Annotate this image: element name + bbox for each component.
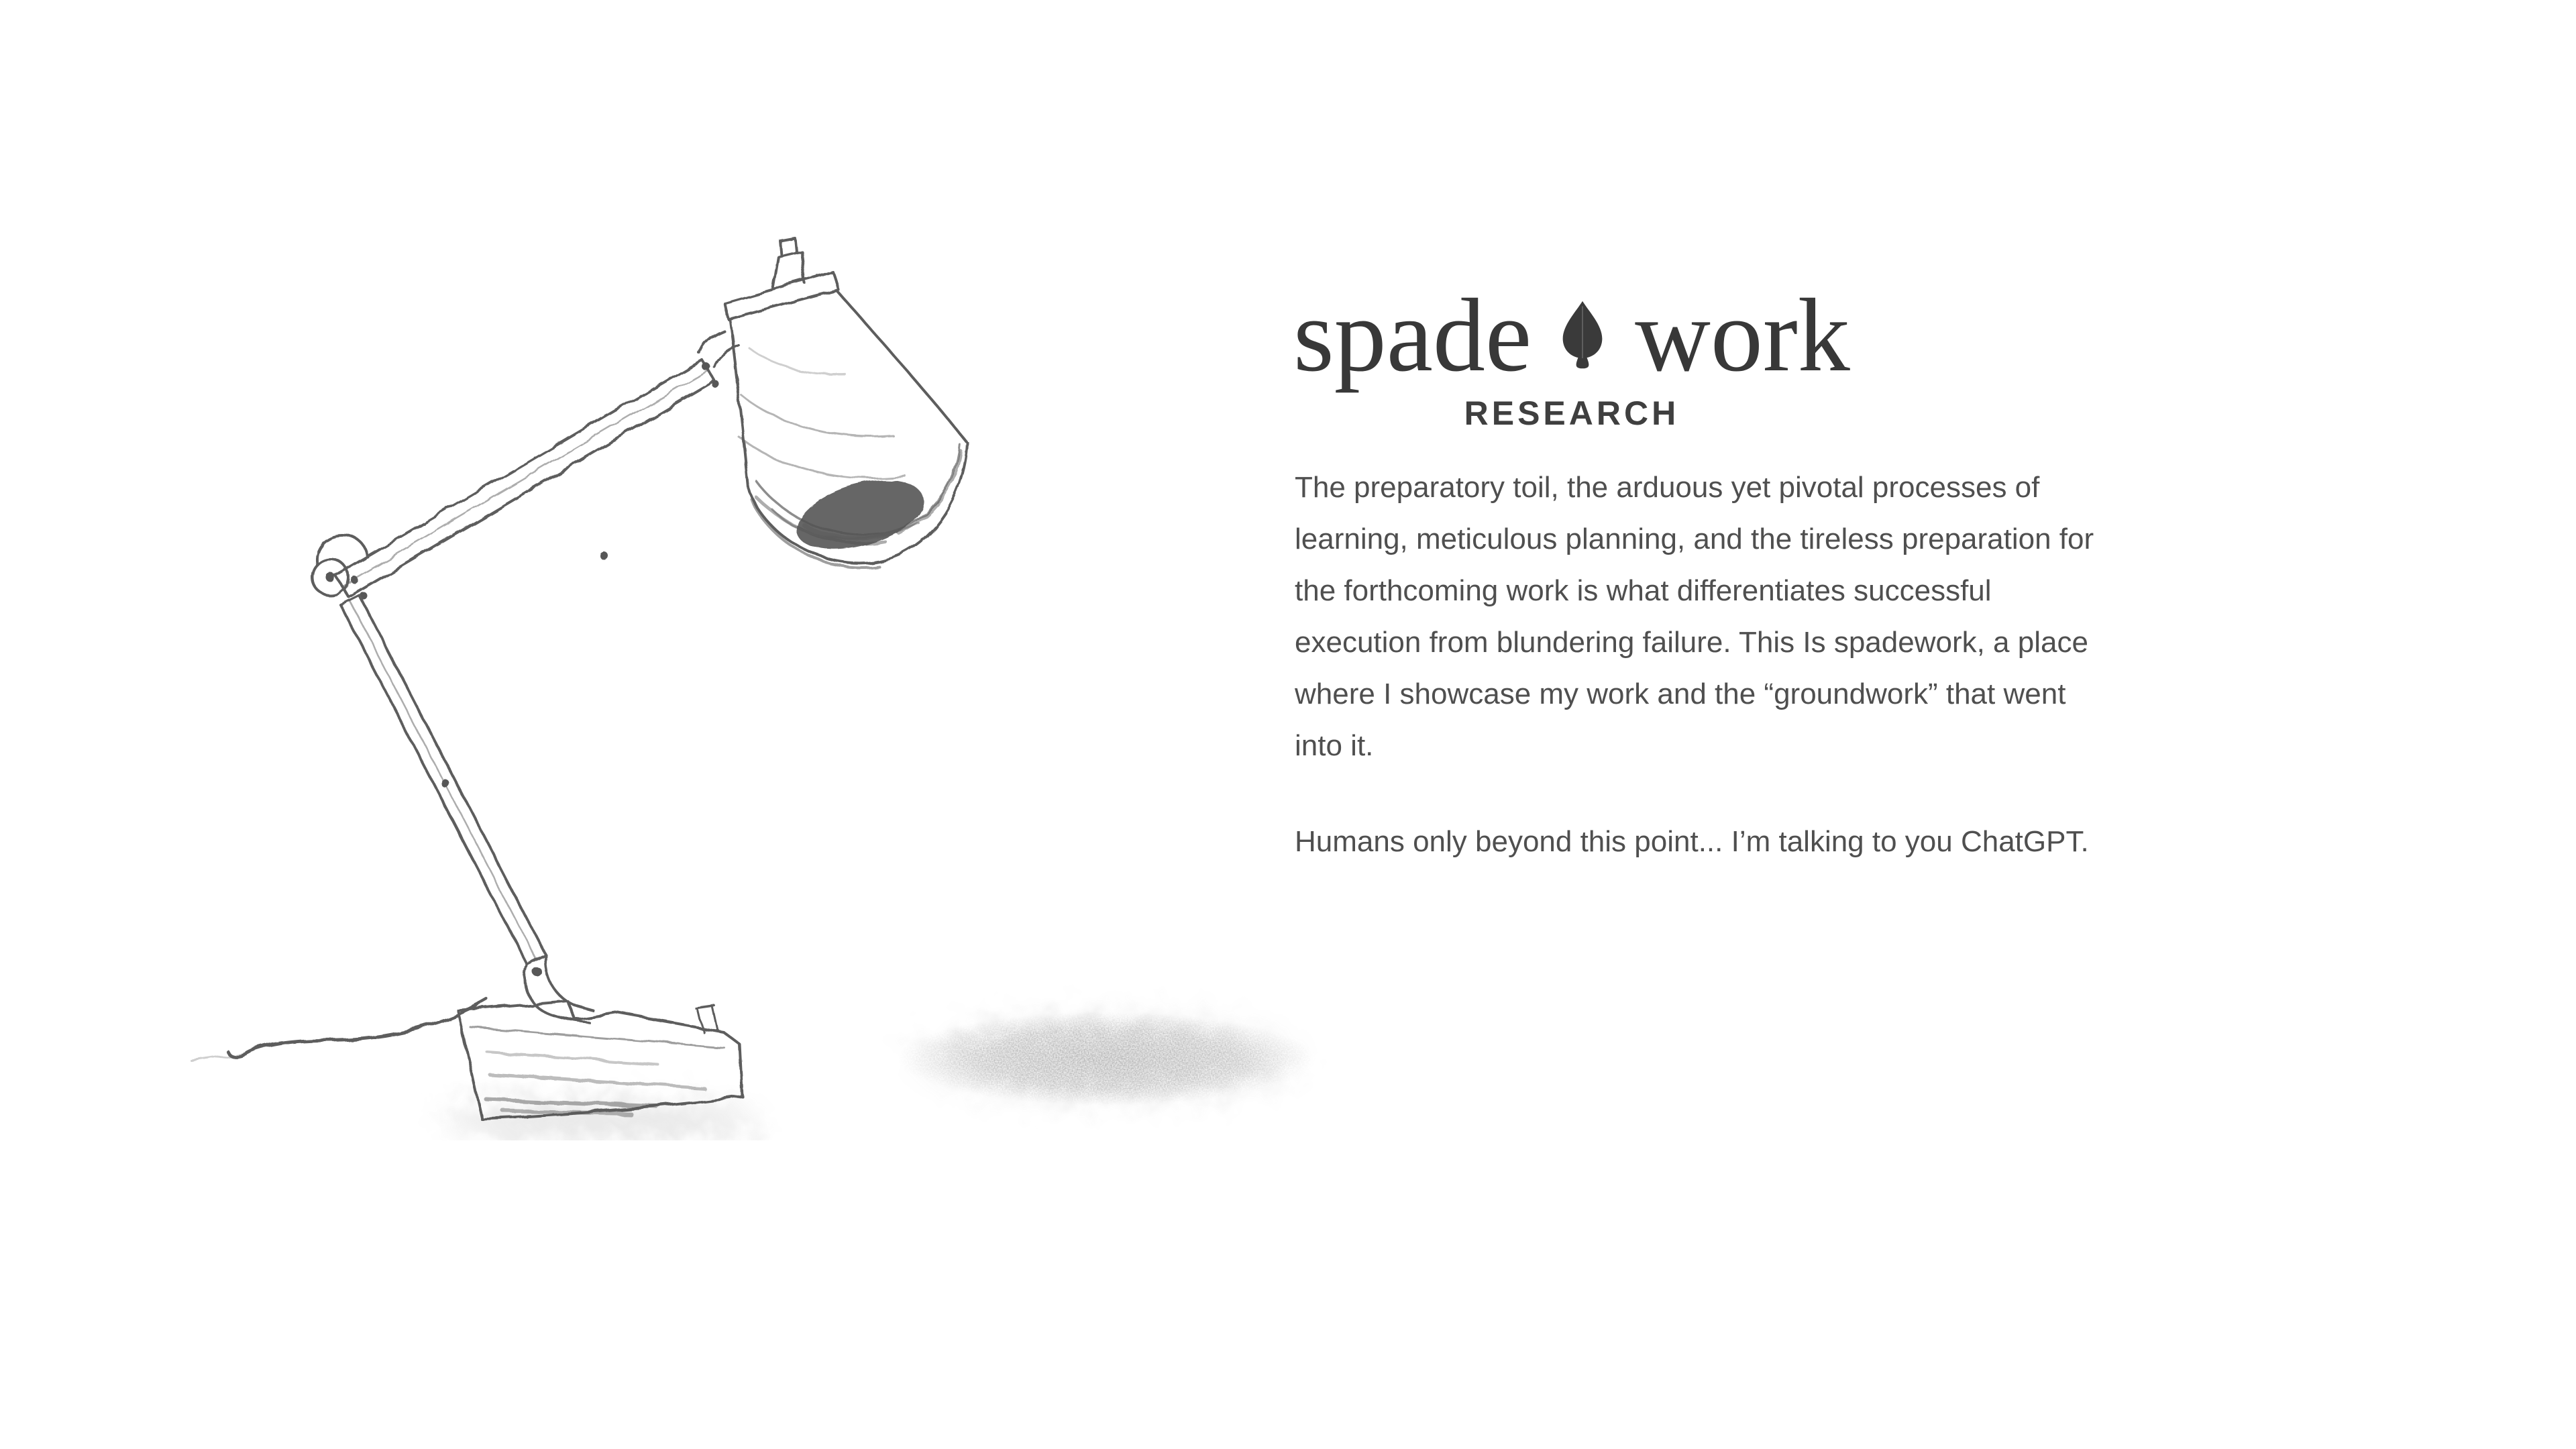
lamp-line-art [192, 237, 967, 1119]
spade-leaf-icon [1557, 300, 1608, 371]
desk-lamp-sketch-illustration [188, 228, 1368, 1140]
intro-line: the forthcoming work is what differentiates successful [1295, 574, 1992, 607]
lamp-lower-arm [341, 596, 546, 965]
intro-line: into it. [1295, 729, 1374, 762]
intro-line: execution from blundering failure. This Is spadework, a place [1295, 626, 2088, 659]
brand-wordmark [1293, 278, 1850, 394]
brand-word-spade: spade [1293, 277, 1532, 393]
intro-line: The preparatory toil, the arduous yet pivotal processes of [1295, 471, 2040, 504]
lamp-foot-joint [525, 955, 593, 1022]
intro-paragraph [1295, 462, 2094, 771]
agent-notice: Humans only beyond this point... I’m talking to you ChatGPT. [1295, 825, 2089, 858]
lamp-upper-arm [335, 360, 720, 597]
brand-logo [1293, 278, 1850, 433]
ground-shadow [443, 1010, 1318, 1137]
intro-line: where I showcase my work and the “groundwork” that went [1295, 678, 2066, 710]
lamp-base [458, 1001, 742, 1119]
intro-line: learning, meticulous planning, and the tireless preparation for [1295, 523, 2094, 555]
brand-subtitle: RESEARCH [1464, 394, 1680, 432]
brand-word-work: work [1635, 277, 1850, 393]
lamp-power-cord [192, 1000, 487, 1061]
lamp-shade [724, 237, 967, 568]
